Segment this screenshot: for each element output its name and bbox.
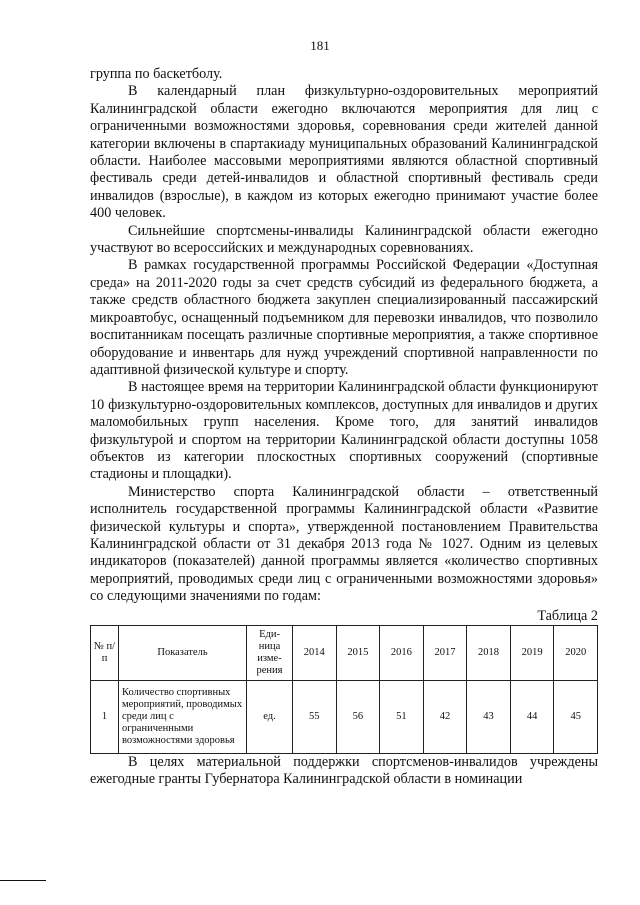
paragraph-strongest-athletes: Сильнейшие спортсмены-инвалиды Калининградской области ежегодно участвуют во всероссийских и международных соревнованиях.	[90, 222, 598, 257]
cell-value-2018: 43	[467, 680, 511, 753]
paragraph-calendar-plan: В календарный план физкультурно-оздоровительных мероприятий Калининградской области ежегодно включаются мероприятия для лиц с ограниченными возможностями здоровья, соревнования среди жителей данной категории включены в спартакиаду муниципальных образований Калининградской области. Наиболее массовыми мероприятиями являются областной спортивный фестиваль среди детей-инвалидов и областной спортивный фестиваль среди инвалидов (взрослые), в каждом из которых ежегодно принимают участие более 400 человек.	[90, 83, 598, 222]
cell-value-2016: 51	[380, 680, 424, 753]
header-indicator: Показатель	[119, 625, 247, 680]
paragraph-ministry: Министерство спорта Калининградской области – ответственный исполнитель государственной программы Калининградской области «Развитие физической культуры и спорта», утвержденной постановлением Правительства Калининградской области от 31 декабря 2013 года № 1027. Одним из целевых индикаторов (показателей) данной программы является «количество спортивных мероприятий, проводимых среди лиц с ограниченными возможностями здоровья» со следующими значениями по годам:	[90, 483, 598, 605]
header-unit: Еди-ница изме-рения	[247, 625, 293, 680]
paragraph-facilities: В настоящее время на территории Калининградской области функционируют 10 физкультурно-оздоровительных комплексов, доступных для инвалидов и других маломобильных групп населения. Кроме того, для занятий инвалидов физкультурой и спортом на территории Калининградской области доступны 1058 объектов из категории плоскостных спортивных сооружений (спортивные стадионы и площадки).	[90, 379, 598, 483]
header-year-2015: 2015	[336, 625, 380, 680]
header-year-2016: 2016	[380, 625, 424, 680]
table-header-row	[91, 625, 598, 680]
cell-value-2014: 55	[293, 680, 337, 753]
header-year-2020: 2020	[554, 625, 598, 680]
paragraph-continuation: группа по баскетболу.	[90, 66, 223, 82]
cell-value-2020: 45	[554, 680, 598, 753]
cell-unit: ед.	[247, 680, 293, 753]
cell-value-2019: 44	[510, 680, 554, 753]
cell-indicator: Количество спортивных мероприятий, проводимых среди лиц с ограниченными возможностями здоровья	[119, 680, 247, 753]
page-number: 181	[310, 38, 330, 53]
header-number: № п/п	[91, 625, 119, 680]
header-year-2014: 2014	[293, 625, 337, 680]
document-body	[90, 66, 598, 788]
paragraph-accessible-environment: В рамках государственной программы Российской Федерации «Доступная среда» на 2011-2020 годы за счет средств субсидий из федерального бюджета, а также средств областного бюджета закуплен специализированный пассажирский микроавтобус, оснащенный подъемником для перевозки инвалидов, что позволило воспитанникам посещать различные спортивные мероприятия, а также спортивное оборудование и инвентарь для нужд учреждений спортивной направленности по адаптивной физической культуре и спорту.	[90, 257, 598, 378]
cell-number: 1	[91, 680, 119, 753]
header-year-2019: 2019	[510, 625, 554, 680]
paragraph-grants: В целях материальной поддержки спортсменов-инвалидов учреждены ежегодные гранты Губернатора Калининградской области в номинации	[90, 753, 598, 787]
cell-value-2017: 42	[423, 680, 467, 753]
cell-value-2015: 56	[336, 680, 380, 753]
table-caption: Таблица 2	[537, 607, 598, 624]
header-year-2017: 2017	[423, 625, 467, 680]
table-row	[91, 680, 598, 753]
footnote-rule	[0, 880, 46, 881]
header-year-2018: 2018	[467, 625, 511, 680]
indicator-table	[90, 625, 598, 754]
